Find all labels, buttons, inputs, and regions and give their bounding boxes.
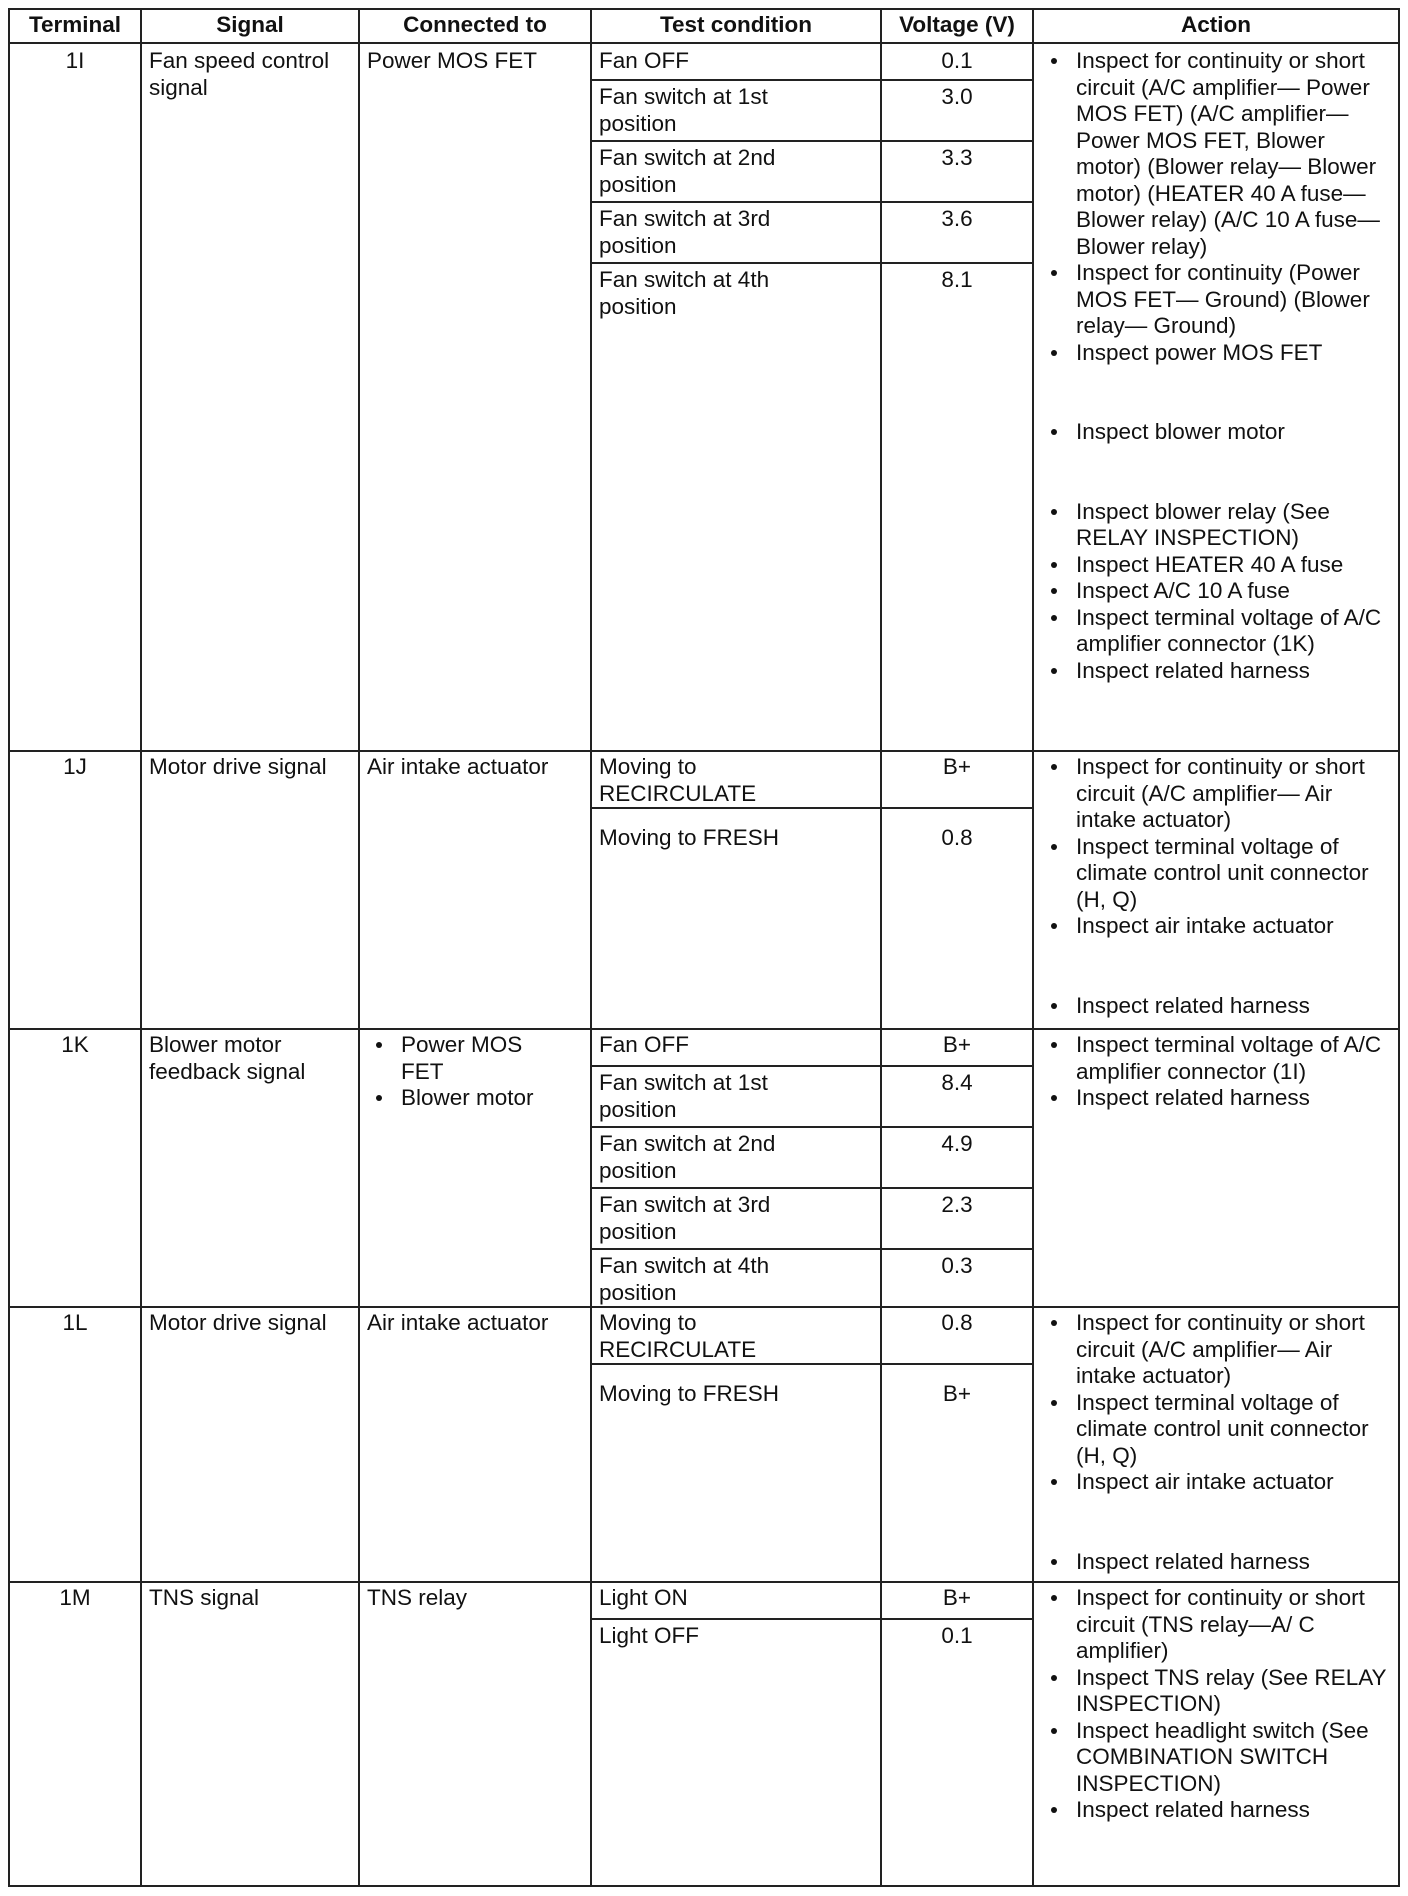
header-voltage: Voltage (V) [899,12,1015,37]
action-item: Inspect for continuity (Power MOS FET— Ground) (Blower relay— Ground) [1042,260,1396,340]
voltage-cell: 0.1 [941,48,973,73]
connected-to-cell: Air intake actuator [367,754,549,779]
action-item: Inspect headlight switch (See COMBINATION SWITCH INSPECTION) [1042,1718,1396,1798]
test-condition-cell: Moving to FRESH [599,1381,780,1406]
test-condition-cell: Fan switch at 4th position [599,1253,770,1305]
row-divider [8,750,1400,752]
terminal-cell: 1J [63,754,87,779]
subrow-divider [591,1126,1034,1128]
subrow-divider [591,1618,1034,1620]
connected-to-cell [367,1032,587,1112]
test-condition-cell: Fan switch at 1st position [599,84,768,136]
signal-cell: Motor drive signal [149,754,327,779]
action-item: Inspect power MOS FET [1042,340,1396,367]
row-divider [8,1581,1400,1583]
test-condition-cell: Moving to RECIRCULATE [599,754,757,806]
voltage-cell: 0.1 [941,1623,973,1648]
signal-cell: Fan speed control signal [149,48,330,100]
action-cell [1042,1585,1396,1824]
test-condition-cell: Light ON [599,1585,688,1610]
action-item: Inspect terminal voltage of A/C amplifier connector (1K) [1042,605,1396,658]
test-condition-cell: Fan switch at 1st position [599,1070,768,1122]
test-condition-cell: Light OFF [599,1623,700,1648]
test-condition-cell: Moving to FRESH [599,825,780,850]
test-condition-cell: Fan switch at 2nd position [599,145,776,197]
subrow-divider [591,79,1034,81]
voltage-cell: 4.9 [941,1131,973,1156]
header-signal: Signal [216,12,284,37]
voltage-cell: 3.6 [941,206,973,231]
action-item: Inspect TNS relay (See RELAY INSPECTION) [1042,1665,1396,1718]
terminal-cell: 1M [59,1585,91,1610]
header-action: Action [1181,12,1251,37]
action-list [1042,1310,1396,1575]
terminal-cell: 1L [62,1310,88,1335]
row-divider [8,1028,1400,1030]
connected-to-list [367,1032,587,1112]
terminal-inspection-table [8,8,1398,1888]
action-cell [1042,48,1396,684]
test-condition-cell: Fan switch at 4th position [599,267,770,319]
subrow-divider [591,1187,1034,1189]
action-item: Inspect air intake actuator [1042,913,1396,940]
action-item: Inspect for continuity or short circuit (A/C amplifier— Air intake actuator) [1042,1310,1396,1390]
subrow-divider [591,140,1034,142]
header-test-condition: Test condition [659,12,813,37]
action-item: Inspect blower relay (See RELAY INSPECTION) [1042,499,1396,552]
voltage-cell: 2.3 [941,1192,973,1217]
subrow-divider [591,1065,1034,1067]
action-item: Inspect blower motor [1042,419,1396,446]
test-condition-cell: Fan OFF [599,48,690,73]
voltage-cell: 3.3 [941,145,973,170]
action-item: Inspect terminal voltage of climate control unit connector (H, Q) [1042,834,1396,914]
signal-cell: Motor drive signal [149,1310,327,1335]
connected-to-item: Power MOS FET [367,1032,587,1085]
action-item: Inspect related harness [1042,1085,1396,1112]
terminal-cell: 1K [61,1032,89,1057]
test-condition-cell: Fan switch at 2nd position [599,1131,776,1183]
action-item: Inspect air intake actuator [1042,1469,1396,1496]
voltage-cell: B+ [942,1585,972,1610]
action-item: Inspect related harness [1042,658,1396,685]
test-condition-cell: Fan OFF [599,1032,690,1057]
action-item: Inspect A/C 10 A fuse [1042,578,1396,605]
action-cell [1042,754,1396,1019]
voltage-cell: 0.8 [941,1310,973,1335]
action-cell [1042,1310,1396,1575]
voltage-cell: 8.4 [941,1070,973,1095]
row-divider [8,1306,1400,1308]
connected-to-cell: TNS relay [367,1585,468,1610]
column-divider [1032,8,1034,1887]
action-item: Inspect terminal voltage of climate control unit connector (H, Q) [1042,1390,1396,1470]
action-item: Inspect for continuity or short circuit (A/C amplifier— Power MOS FET) (A/C amplifier—Power MOS FET, Blower motor) (Blower relay— Blower motor) (HEATER 40 A fuse— Blower relay) (A/C 10 A fuse—Blower relay) [1042,48,1396,260]
subrow-divider [591,1363,1034,1365]
action-list [1042,754,1396,1019]
action-item: Inspect for continuity or short circuit (A/C amplifier— Air intake actuator) [1042,754,1396,834]
subrow-divider [591,807,1034,809]
subrow-divider [591,1248,1034,1250]
action-item: Inspect HEATER 40 A fuse [1042,552,1396,579]
terminal-cell: 1I [65,48,85,73]
header-divider [8,42,1400,44]
connected-to-cell: Power MOS FET [367,48,538,73]
voltage-cell: B+ [942,1032,972,1057]
action-list [1042,1585,1396,1824]
column-divider [590,8,592,1887]
signal-cell: TNS signal [149,1585,260,1610]
subrow-divider [591,201,1034,203]
voltage-cell: B+ [942,754,972,779]
action-item: Inspect terminal voltage of A/C amplifier connector (1I) [1042,1032,1396,1085]
action-item: Inspect related harness [1042,1797,1396,1824]
voltage-cell: 0.8 [941,825,973,850]
test-condition-cell: Fan switch at 3rd position [599,206,771,258]
connected-to-item: Blower motor [367,1085,587,1112]
voltage-cell: B+ [942,1381,972,1406]
subrow-divider [591,262,1034,264]
action-list [1042,48,1396,684]
voltage-cell: 0.3 [941,1253,973,1278]
voltage-cell: 8.1 [941,267,973,292]
action-cell [1042,1032,1396,1112]
action-list [1042,1032,1396,1112]
header-terminal: Terminal [28,12,122,37]
connected-to-cell: Air intake actuator [367,1310,549,1335]
action-item: Inspect related harness [1042,993,1396,1020]
column-divider [358,8,360,1887]
test-condition-cell: Moving to RECIRCULATE [599,1310,757,1362]
action-item: Inspect related harness [1042,1549,1396,1576]
test-condition-cell: Fan switch at 3rd position [599,1192,771,1244]
voltage-cell: 3.0 [941,84,973,109]
header-connected-to: Connected to [403,12,547,37]
column-divider [140,8,142,1887]
signal-cell: Blower motor feedback signal [149,1032,306,1084]
column-divider [1398,8,1400,1887]
table-border-bottom [8,1885,1400,1887]
table-border-top [8,8,1400,10]
action-item: Inspect for continuity or short circuit (TNS relay—A/ C amplifier) [1042,1585,1396,1665]
